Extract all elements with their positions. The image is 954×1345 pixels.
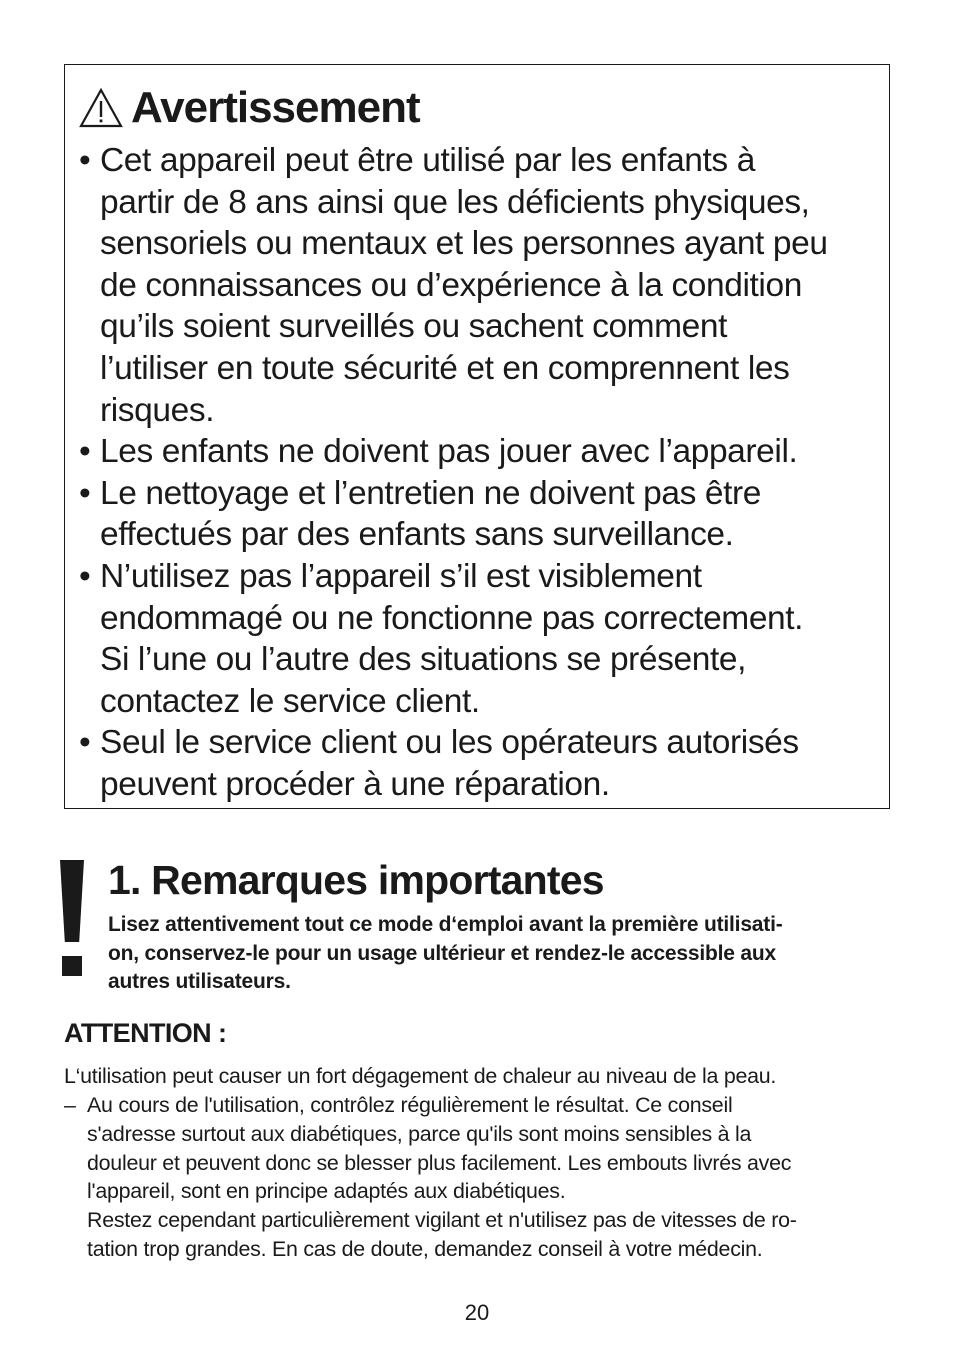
warning-box xyxy=(64,64,890,809)
warning-header xyxy=(79,83,420,133)
bullet: • xyxy=(79,724,91,762)
intro-line: on, conservez-le pour un usage ultérieur et rendez-le accessible aux xyxy=(108,941,776,965)
attention-item-line: s'adresse surtout aux diabétiques, parce qu'ils sont moins sensibles à la xyxy=(87,1121,752,1146)
warning-line: qu’ils soient surveillés ou sachent comment xyxy=(100,308,728,346)
intro-line: autres utilisateurs. xyxy=(108,970,291,993)
warning-line: Les enfants ne doivent pas jouer avec l’appareil. xyxy=(100,433,798,471)
warning-line: effectués par des enfants sans surveillance. xyxy=(100,516,734,554)
section-intro xyxy=(108,911,878,997)
warning-line: l’utiliser en toute sécurité et en comprennent les xyxy=(100,349,790,387)
warning-line: de connaissances ou d’expérience à la condition xyxy=(100,266,802,304)
warning-line: Le nettoyage et l’entretien ne doivent pas être xyxy=(100,474,761,512)
bullet: • xyxy=(79,433,91,471)
warning-item xyxy=(65,431,828,473)
warning-line: contactez le service client. xyxy=(100,682,480,720)
attention-item-line: l'appareil, sont en principe adaptés aux diabétiques. xyxy=(87,1179,566,1204)
bullet: • xyxy=(79,142,91,179)
attention-item-line: tation trop grandes. En cas de doute, demandez conseil à votre médecin. xyxy=(87,1236,763,1261)
warning-line: sensoriels ou mentaux et les personnes ayant peu xyxy=(100,225,828,263)
warning-line: partir de 8 ans ainsi que les déficients physiques, xyxy=(100,183,810,221)
warning-title: Avertissement xyxy=(131,83,420,132)
warning-line: Cet appareil peut être utilisé par les enfants à xyxy=(100,142,755,179)
section-title: 1. Remarques importantes xyxy=(108,857,604,903)
attention-item-line: Restez cependant particulièrement vigilant et n'utilisez pas de vitesses de ro- xyxy=(87,1208,797,1233)
warning-item xyxy=(65,556,828,722)
exclamation-icon xyxy=(58,860,86,978)
attention-heading: ATTENTION : xyxy=(64,1018,227,1048)
warning-line: Si l’une ou l’autre des situations se présente, xyxy=(100,641,747,679)
warning-triangle-icon xyxy=(79,87,123,129)
warning-line: N’utilisez pas l’appareil s’il est visiblement xyxy=(100,557,702,595)
warning-item xyxy=(65,722,828,805)
attention-line: L‘utilisation peut causer un fort dégagement de chaleur au niveau de la peau. xyxy=(64,1064,777,1088)
intro-line: Lisez attentivement tout ce mode d‘emploi avant la première utilisati- xyxy=(108,913,783,936)
exclamation-bar xyxy=(60,860,84,942)
exclamation-dot xyxy=(62,956,82,976)
warning-line: endommagé ou ne fonctionne pas correctement. xyxy=(100,599,804,637)
warning-list xyxy=(65,140,828,806)
warning-line: peuvent procéder à une réparation. xyxy=(100,765,610,803)
attention-item xyxy=(87,1091,887,1264)
page-number: 20 xyxy=(464,1300,490,1325)
warning-item xyxy=(65,140,828,431)
bullet: • xyxy=(79,474,91,512)
warning-item xyxy=(65,473,828,556)
bullet: • xyxy=(79,557,91,595)
attention-item-line: Au cours de l'utilisation, contrôlez régulièrement le résultat. Ce conseil xyxy=(87,1093,733,1117)
attention-item-line: douleur et peuvent donc se blesser plus facilement. Les embouts livrés avec xyxy=(87,1150,792,1175)
dash-marker: – xyxy=(64,1093,76,1117)
warning-line: risques. xyxy=(100,391,215,429)
warning-line: Seul le service client ou les opérateurs autorisés xyxy=(100,724,799,762)
